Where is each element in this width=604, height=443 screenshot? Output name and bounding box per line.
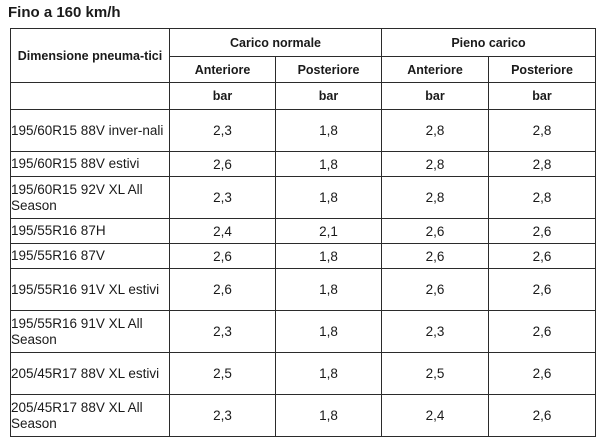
- normal-front-value: 2,3: [170, 110, 276, 152]
- full-front-value: 2,8: [382, 152, 489, 177]
- normal-front-value: 2,6: [170, 152, 276, 177]
- full-load-header: Pieno carico: [382, 29, 596, 57]
- full-rear-value: 2,6: [489, 219, 596, 244]
- normal-load-header: Carico normale: [170, 29, 382, 57]
- table-row: [11, 244, 596, 269]
- normal-front-value: 2,5: [170, 353, 276, 395]
- full-rear-value: 2,6: [489, 353, 596, 395]
- normal-rear-value: 1,8: [276, 311, 382, 353]
- tire-size-cell: 205/45R17 88V XL estivi: [11, 353, 170, 395]
- table-row: [11, 177, 596, 219]
- unit-label: bar: [489, 83, 596, 110]
- full-front-value: 2,6: [382, 219, 489, 244]
- normal-rear-value: 1,8: [276, 152, 382, 177]
- tire-size-cell: 195/55R16 87H: [11, 219, 170, 244]
- full-rear-value: 2,8: [489, 152, 596, 177]
- full-front-header: Anteriore: [382, 57, 489, 83]
- unit-label: bar: [170, 83, 276, 110]
- tire-size-cell: 195/55R16 87V: [11, 244, 170, 269]
- normal-front-value: 2,6: [170, 269, 276, 311]
- table-row: [11, 311, 596, 353]
- tire-size-cell: 195/55R16 91V XL estivi: [11, 269, 170, 311]
- tire-size-cell: 195/60R15 92V XL All Season: [11, 177, 170, 219]
- header-row-groups: [11, 29, 596, 57]
- table-row: [11, 219, 596, 244]
- full-rear-value: 2,8: [489, 110, 596, 152]
- full-front-value: 2,6: [382, 244, 489, 269]
- full-rear-header: Posteriore: [489, 57, 596, 83]
- normal-rear-value: 1,8: [276, 110, 382, 152]
- normal-front-value: 2,6: [170, 244, 276, 269]
- normal-front-value: 2,4: [170, 219, 276, 244]
- full-rear-value: 2,8: [489, 177, 596, 219]
- dimension-header: Dimensione pneuma-tici: [11, 29, 170, 83]
- table-row: [11, 110, 596, 152]
- full-rear-value: 2,6: [489, 395, 596, 437]
- normal-front-header: Anteriore: [170, 57, 276, 83]
- normal-front-value: 2,3: [170, 311, 276, 353]
- tire-size-cell: 195/55R16 91V XL All Season: [11, 311, 170, 353]
- full-rear-value: 2,6: [489, 311, 596, 353]
- full-front-value: 2,6: [382, 269, 489, 311]
- unit-label: bar: [382, 83, 489, 110]
- unit-spacer-cell: [11, 83, 170, 110]
- tire-size-cell: 205/45R17 88V XL All Season: [11, 395, 170, 437]
- normal-rear-value: 1,8: [276, 395, 382, 437]
- table-row: [11, 269, 596, 311]
- full-rear-value: 2,6: [489, 269, 596, 311]
- normal-rear-header: Posteriore: [276, 57, 382, 83]
- tire-pressure-table: [10, 28, 596, 437]
- full-rear-value: 2,6: [489, 244, 596, 269]
- table-row: [11, 395, 596, 437]
- normal-rear-value: 1,8: [276, 353, 382, 395]
- tire-size-cell: 195/60R15 88V estivi: [11, 152, 170, 177]
- normal-rear-value: 2,1: [276, 219, 382, 244]
- normal-rear-value: 1,8: [276, 269, 382, 311]
- full-front-value: 2,3: [382, 311, 489, 353]
- full-front-value: 2,5: [382, 353, 489, 395]
- normal-front-value: 2,3: [170, 177, 276, 219]
- unit-label: bar: [276, 83, 382, 110]
- table-row: [11, 353, 596, 395]
- normal-rear-value: 1,8: [276, 244, 382, 269]
- table-row: [11, 152, 596, 177]
- full-front-value: 2,8: [382, 177, 489, 219]
- section-title: Fino a 160 km/h: [8, 4, 121, 21]
- header-row-units: [11, 83, 596, 110]
- full-front-value: 2,4: [382, 395, 489, 437]
- normal-front-value: 2,3: [170, 395, 276, 437]
- tire-size-cell: 195/60R15 88V inver-nali: [11, 110, 170, 152]
- full-front-value: 2,8: [382, 110, 489, 152]
- normal-rear-value: 1,8: [276, 177, 382, 219]
